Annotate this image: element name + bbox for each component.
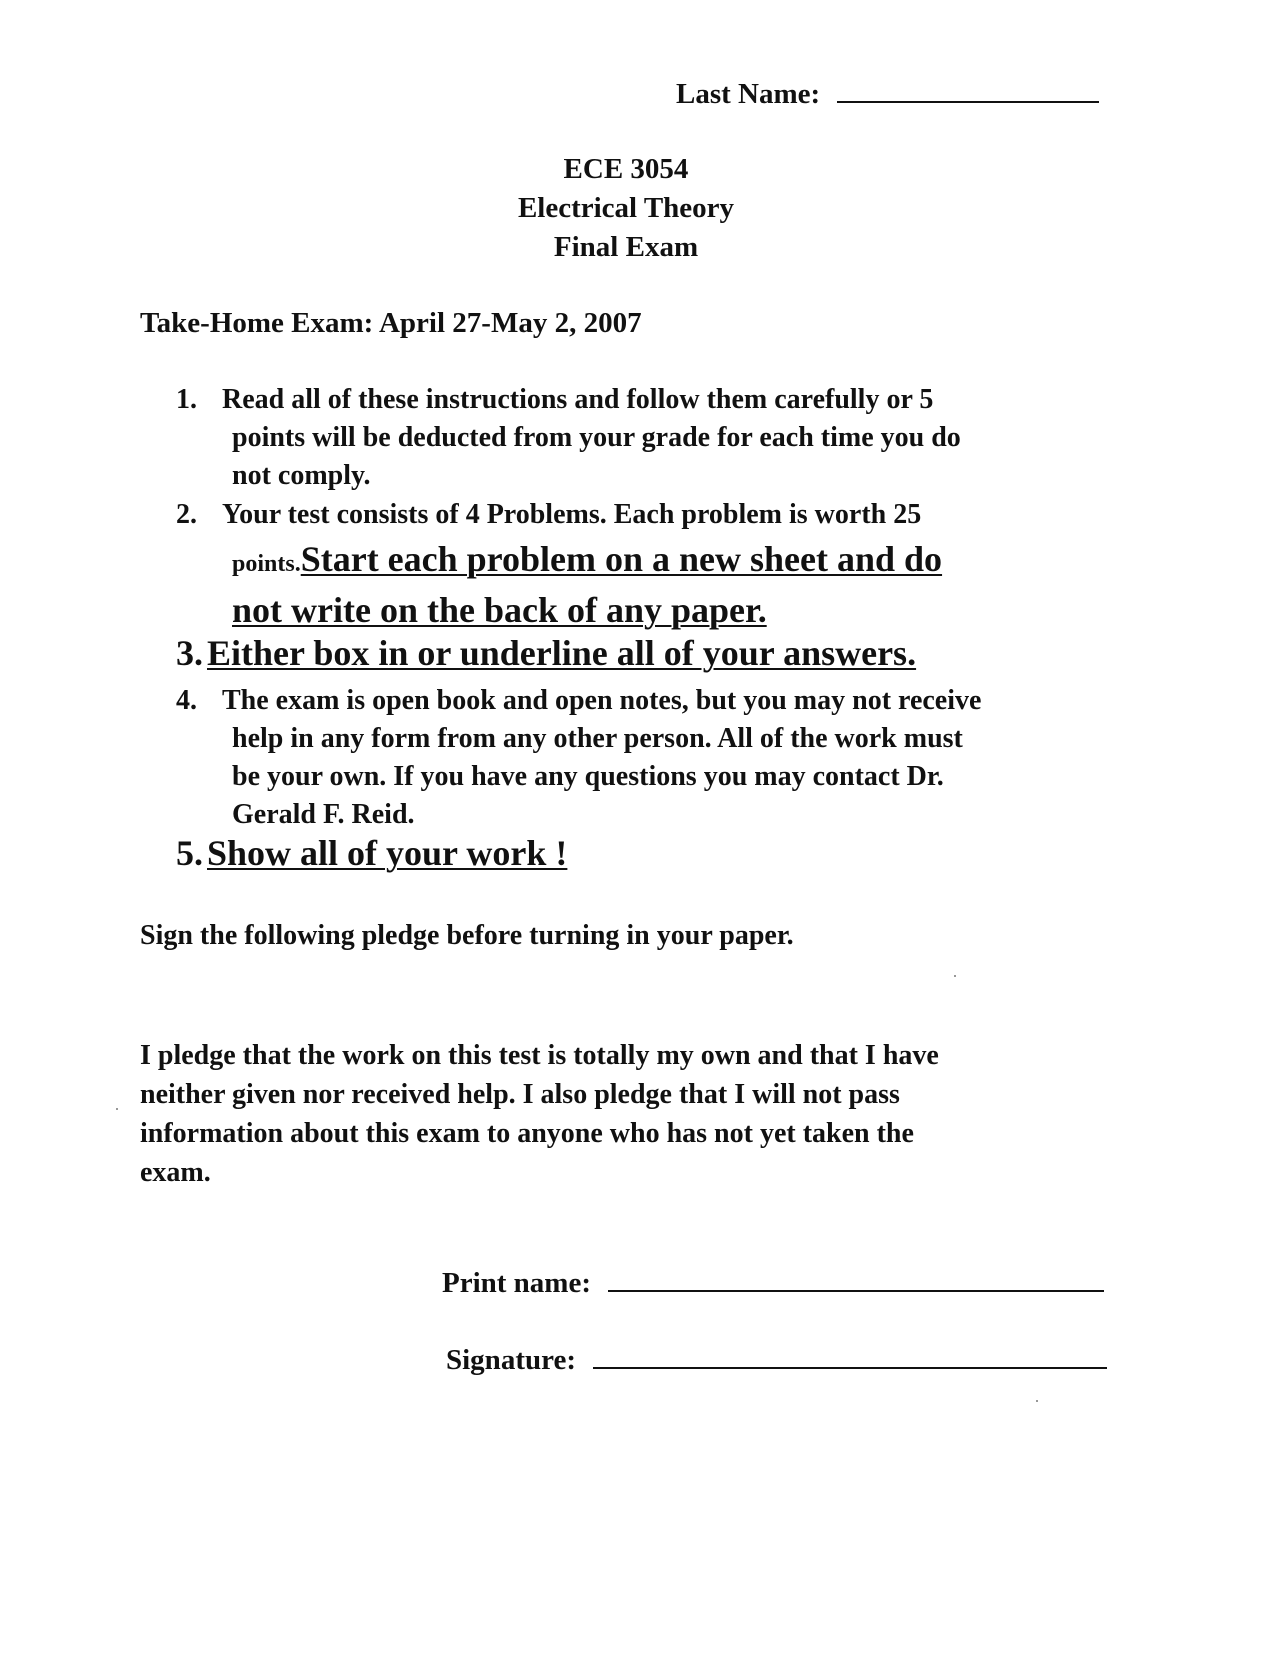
item-number: 1. [176,384,197,415]
item-text-line: Gerald F. Reid. [232,799,415,830]
item-emphasis-text: Either box in or underline all of your answers. [207,633,917,673]
scan-speck [116,1108,118,1110]
item-emphasis-text: Show all of your work ! [207,833,568,873]
pledge-line: exam. [140,1157,211,1188]
pledge-line: I pledge that the work on this test is totally my own and that I have [140,1040,939,1071]
item-number: 2. [176,499,197,530]
print-name-row [442,1264,1104,1302]
item-text-line: help in any form from any other person. All of the work must [232,723,963,754]
scan-speck [954,975,956,977]
pledge-line: information about this exam to anyone who has not yet taken the [140,1118,914,1149]
item-number: 5. [176,833,203,873]
exam-name: Final Exam [553,231,699,263]
item-text-line: The exam is open book and open notes, but you may not receive [222,685,982,716]
item-emphasis-text [222,587,1122,633]
instruction-item-5 [176,830,567,884]
item-number: 4. [176,685,197,716]
pledge-paragraph [140,1036,1140,1192]
item-emphasis-text: Start each problem on a new sheet and do [300,539,943,579]
item-text-line: not comply. [232,460,371,491]
pledge-instruction: Sign the following pledge before turning in your paper. [140,920,794,951]
course-code: ECE 3054 [563,153,689,185]
signature-blank[interactable] [593,1366,1107,1369]
item-emphasis-underline: not write on the back of any paper. [232,590,767,630]
last-name-label: Last Name: [676,78,821,110]
item-text-line: Read all of these instructions and follow them carefully or 5 [222,384,934,415]
last-name-blank[interactable] [837,100,1099,103]
print-name-blank[interactable] [608,1289,1104,1292]
instruction-item-4 [176,682,982,830]
instruction-item-2 [176,496,943,630]
scan-speck [1036,1400,1038,1402]
pledge-line: neither given nor received help. I also pledge that I will not pass [140,1079,900,1110]
signature-row [446,1341,1107,1379]
signature-label: Signature: [446,1344,576,1376]
instruction-item-1 [176,381,961,491]
print-name-label: Print name: [442,1267,591,1299]
course-subject: Electrical Theory [517,192,735,224]
item-text-line: points will be deducted from your grade for each time you do [232,422,961,453]
item-text-small: points. [232,551,301,577]
exam-title-block [0,150,1252,267]
last-name-row [676,76,1099,112]
item-text-line: be your own. If you have any questions you may contact Dr. [232,761,944,792]
item-number: 3. [176,633,203,673]
exam-dates: Take-Home Exam: April 27-May 2, 2007 [140,307,642,339]
item-text-line: Your test consists of 4 Problems. Each problem is worth 25 [222,499,922,530]
instruction-item-3 [176,630,916,684]
